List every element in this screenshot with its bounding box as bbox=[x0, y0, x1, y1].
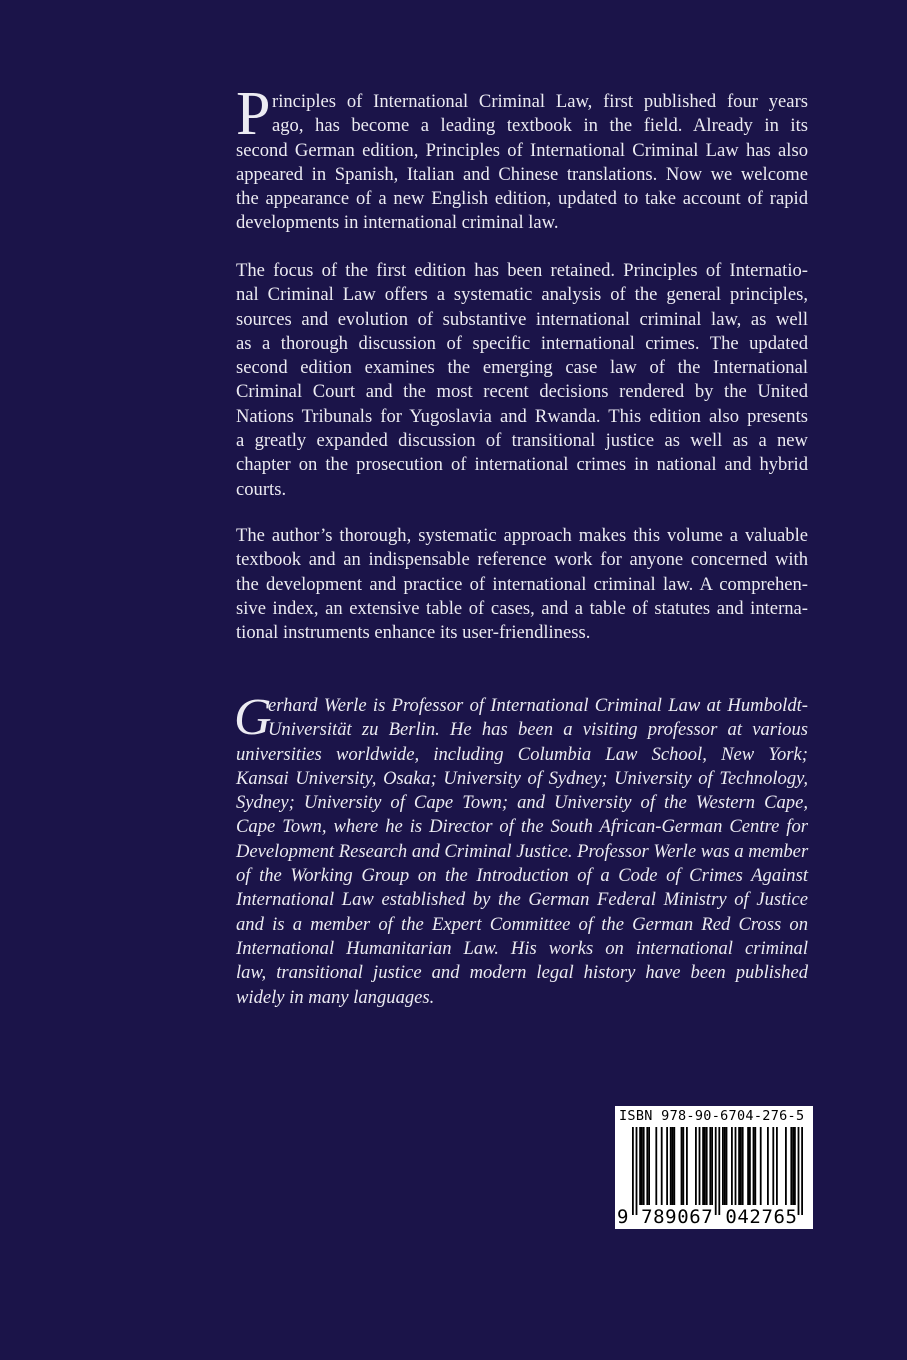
barcode-bar bbox=[673, 1127, 675, 1205]
barcode-bar bbox=[706, 1127, 708, 1205]
text-line: a greatly expanded discussion of transitional justice as well as a new bbox=[236, 430, 808, 452]
text-line: Nations Tribunals for Yugoslavia and Rwanda. This edition also presents bbox=[236, 405, 808, 427]
blurb-paragraph-2 bbox=[236, 259, 808, 502]
text-line: second edition examines the emerging case law of the International bbox=[236, 357, 808, 379]
barcode-bar bbox=[724, 1127, 726, 1205]
barcode-bar bbox=[760, 1127, 762, 1205]
blurb-paragraph-3 bbox=[236, 524, 808, 645]
text-line: courts. bbox=[236, 478, 287, 500]
barcode-bar bbox=[682, 1127, 684, 1205]
text-line: rinciples of International Criminal Law, first published four years bbox=[272, 91, 808, 112]
barcode-bar bbox=[655, 1127, 657, 1205]
barcode-bar bbox=[798, 1127, 800, 1215]
barcode-bar bbox=[767, 1127, 769, 1205]
barcode-bar bbox=[641, 1127, 643, 1205]
barcode-bar bbox=[715, 1127, 717, 1215]
barcode-bar bbox=[722, 1127, 724, 1205]
text-line: Criminal Court and the most recent decisions rendered by the United bbox=[236, 381, 808, 403]
barcode-bar bbox=[742, 1127, 744, 1205]
author-bio bbox=[234, 689, 809, 1010]
dropcap-g: G bbox=[234, 689, 272, 746]
text-line: ago, has become a leading textbook in the field. Already in its bbox=[272, 115, 808, 137]
text-line: second German edition, Principles of International Criminal Law has also bbox=[236, 139, 808, 161]
barcode-bar bbox=[785, 1127, 787, 1205]
barcode-bar bbox=[794, 1127, 796, 1205]
barcode-bar bbox=[801, 1127, 803, 1215]
text-line: developments in international criminal law. bbox=[236, 212, 559, 234]
barcode-bar bbox=[695, 1127, 697, 1205]
barcode-bar bbox=[738, 1127, 740, 1205]
barcode-bar bbox=[753, 1127, 755, 1205]
barcode-bar bbox=[735, 1127, 737, 1205]
barcode-bar bbox=[772, 1127, 774, 1205]
barcode-bar bbox=[740, 1127, 742, 1205]
barcode-bar bbox=[754, 1127, 756, 1205]
bio-line: Kansai University, Osaka; University of Sydney; University of Technology, bbox=[236, 767, 808, 789]
barcode-bar bbox=[776, 1127, 778, 1205]
barcode-bar bbox=[790, 1127, 792, 1205]
barcode-bar bbox=[681, 1127, 683, 1205]
barcode-bar bbox=[704, 1127, 706, 1205]
barcode-bar bbox=[670, 1127, 672, 1205]
bio-line: Sydney; University of Cape Town; and University of the Western Cape, bbox=[236, 792, 808, 814]
barcode-bar bbox=[661, 1127, 663, 1205]
barcode-bar bbox=[747, 1127, 749, 1205]
barcode-bar bbox=[711, 1127, 713, 1205]
dropcap-p: P bbox=[236, 80, 271, 148]
bio-line: and is a member of the Expert Committee of the German Red Cross on bbox=[236, 913, 808, 935]
ean-digits: 9 789067 042765 bbox=[617, 1206, 798, 1228]
barcode-bar bbox=[699, 1127, 701, 1205]
text-line: as a thorough discussion of specific international crimes. The updated bbox=[236, 332, 808, 354]
text-line: tional instruments enhance its user-friendliness. bbox=[236, 622, 591, 644]
text-line: the appearance of a new English edition, updated to take account of rapid bbox=[236, 188, 808, 210]
bio-line: International Law established by the German Federal Ministry of Justice bbox=[236, 889, 808, 911]
blurb-paragraph-1 bbox=[236, 90, 808, 236]
barcode-bar bbox=[666, 1127, 668, 1205]
barcode-bar bbox=[636, 1127, 638, 1215]
barcode-bar bbox=[686, 1127, 688, 1205]
barcode-bar bbox=[632, 1127, 634, 1215]
text-line: textbook and an indispensable reference work for anyone concerned with bbox=[236, 549, 808, 571]
bio-line: Development Research and Criminal Justice. Professor Werle was a member bbox=[236, 840, 809, 862]
isbn-barcode bbox=[615, 1106, 813, 1229]
bio-line: widely in many languages. bbox=[236, 986, 435, 1008]
barcode-bar bbox=[726, 1127, 728, 1205]
bio-line: erhard Werle is Professor of International Criminal Law at Humboldt- bbox=[268, 695, 808, 716]
text-line: appeared in Spanish, Italian and Chinese translations. Now we welcome bbox=[236, 163, 808, 185]
barcode-bar bbox=[792, 1127, 794, 1205]
text-line: sources and evolution of substantive international criminal law, as well bbox=[236, 308, 808, 330]
bio-line: universities worldwide, including Columbia Law School, New York; bbox=[236, 743, 808, 765]
barcode-bar bbox=[672, 1127, 674, 1205]
text-line: sive index, an extensive table of cases, and a table of statutes and interna- bbox=[236, 597, 808, 619]
bio-line: Universität zu Berlin. He has been a visiting professor at various bbox=[268, 719, 808, 741]
barcode-bar bbox=[731, 1127, 733, 1205]
barcode-bar bbox=[718, 1127, 720, 1215]
barcode-bar bbox=[749, 1127, 751, 1205]
barcode-bar bbox=[709, 1127, 711, 1205]
text-line: The author’s thorough, systematic approach makes this volume a valuable bbox=[236, 525, 808, 546]
barcode-bar bbox=[643, 1127, 645, 1205]
barcode-bar bbox=[646, 1127, 648, 1205]
barcode-bar bbox=[639, 1127, 641, 1205]
bio-line: law, transitional justice and modern legal history have been published bbox=[236, 962, 808, 984]
isbn-label: ISBN 978-90-6704-276-5 bbox=[619, 1108, 805, 1124]
bio-line: Cape Town, where he is Director of the South African-German Centre for bbox=[236, 816, 808, 838]
text-line: the development and practice of international criminal law. A comprehen- bbox=[236, 573, 808, 595]
barcode-bar bbox=[648, 1127, 650, 1205]
barcode-bar bbox=[702, 1127, 704, 1205]
bio-line: International Humanitarian Law. His works on international criminal bbox=[236, 937, 808, 959]
text-line: chapter on the prosecution of international crimes in national and hybrid bbox=[236, 454, 808, 476]
text-line: nal Criminal Law offers a systematic analysis of the general principles, bbox=[236, 284, 808, 306]
text-line: The focus of the first edition has been retained. Principles of Internatio- bbox=[236, 260, 808, 281]
bio-line: of the Working Group on the Introduction of a Code of Crimes Against bbox=[236, 865, 808, 887]
